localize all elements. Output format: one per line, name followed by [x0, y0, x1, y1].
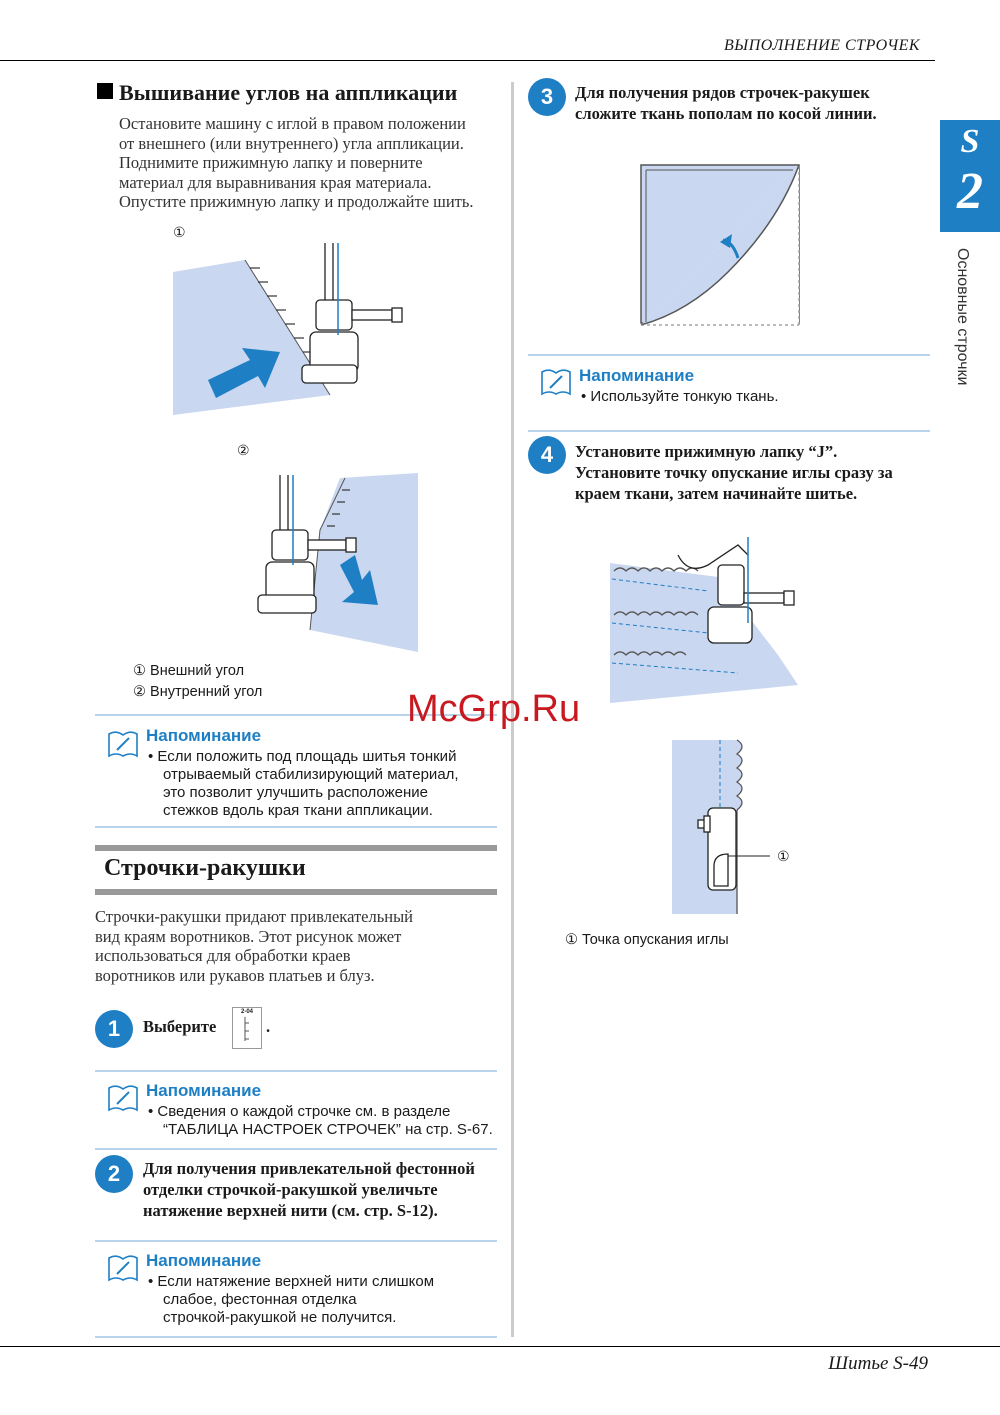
memo-body: • Если положить под площадь шитья тонкий отрываемый стабилизирующий материал, это позволит улучшить расположение стежков вдоль края ткани аппликации. [148, 748, 459, 819]
shell-stitch-icon [233, 1015, 261, 1043]
running-header: ВЫПОЛНЕНИЕ СТРОЧЕК [724, 37, 920, 54]
figure2-marker: ② [237, 442, 250, 458]
memo-icon [107, 730, 139, 758]
memo-thin-fabric [528, 354, 930, 432]
footer-rule [0, 1346, 1000, 1347]
section-heading-applique: Вышивание углов на аппликации [97, 80, 457, 106]
memo-body: • Если натяжение верхней нити слишком слабое, фестонная отделка строчкой-ракушкой не получится. [148, 1273, 435, 1326]
watermark: McGrp.Ru [407, 688, 581, 730]
memo-body: • Используйте тонкую ткань. [581, 388, 779, 405]
section2-heading: Строчки-ракушки [104, 855, 306, 881]
needle-drop-marker: ① [777, 848, 790, 864]
page-footer: Шитье S-49 [828, 1353, 928, 1374]
memo-icon [107, 1084, 139, 1112]
memo-title: Напоминание [146, 1251, 262, 1270]
shell-stitch-sewing-figure [608, 535, 804, 705]
memo-stitch-table [95, 1070, 497, 1150]
memo-stabilizer [95, 714, 497, 828]
chapter-tab [940, 120, 1000, 232]
chapter-letter: S [960, 123, 980, 160]
step4-badge: 4 [528, 436, 566, 474]
step1-period: . [266, 1017, 271, 1036]
step2-badge: 2 [95, 1155, 133, 1193]
memo-title: Напоминание [146, 1081, 262, 1100]
stitch-key-2-04[interactable]: 2-04 [232, 1007, 262, 1049]
inner-corner-figure [250, 470, 425, 655]
chapter-label: Основные строчки [954, 248, 971, 386]
needle-drop-figure [670, 738, 770, 916]
memo-tension [95, 1240, 497, 1338]
legend-outer-corner: ① Внешний угол [133, 663, 245, 679]
figure-legend [133, 661, 262, 703]
memo-icon [107, 1254, 139, 1282]
folded-fabric-figure [638, 162, 804, 328]
step1-text: Выберите [143, 1017, 217, 1036]
memo-icon [540, 368, 572, 396]
step3-badge: 3 [528, 78, 566, 116]
memo-title: Напоминание [146, 726, 262, 745]
section2-body: Строчки-ракушки придают привлекательный вид краям воротников. Этот рисунок может использоваться для обработки краев воротников или рукавов платьев и блуз. [95, 907, 414, 985]
step3-text: Для получения рядов строчек-ракушек сложите ткань пополам по косой линии. [575, 83, 877, 123]
step4-text: Установите прижимную лапку “J”. Установите точку опускание иглы сразу за краем ткани, затем начинайте шитье. [575, 442, 893, 503]
chapter-number: 2 [957, 163, 983, 220]
figure1-marker: ① [173, 224, 186, 240]
step1-badge: 1 [95, 1010, 133, 1048]
memo-title: Напоминание [579, 366, 695, 385]
legend-inner-corner: ② Внутренний угол [133, 684, 263, 700]
step2-text: Для получения привлекательной фестонной отделки строчкой-ракушкой увеличьте натяжение верхней нити (см. стр. S-12). [143, 1159, 475, 1220]
header-rule [0, 60, 935, 61]
needle-drop-legend: ① Точка опускания иглы [565, 932, 729, 948]
section1-body: Остановите машину с иглой в правом положении от внешнего (или внутреннего) угла аппликации. Поднимите прижимную лапку и поверните материал для выравнивания края материала. Опустите прижимную лапку и продолжайте шить. [119, 114, 474, 211]
memo-body: • Сведения о каждой строчке см. в разделе “ТАБЛИЦА НАСТРОЕК СТРОЧЕК” на стр. S-67. [148, 1103, 493, 1138]
outer-corner-figure [170, 240, 420, 420]
square-bullet-icon [97, 83, 113, 99]
